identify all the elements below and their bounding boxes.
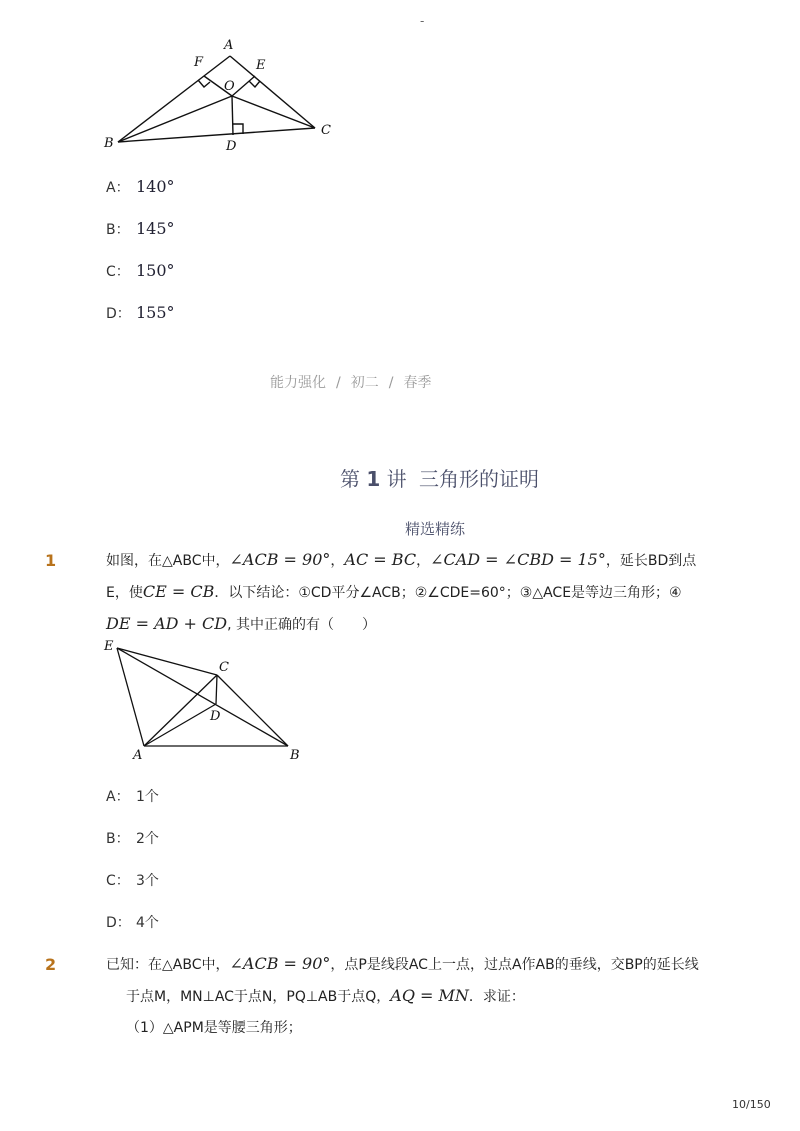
question-number-1: 1	[45, 551, 57, 570]
label-c: C	[219, 660, 229, 675]
option-b[interactable]	[106, 219, 175, 239]
q2-line-1	[106, 954, 699, 975]
q1-line-2	[106, 582, 682, 603]
edge-ba	[118, 56, 230, 142]
label-d: D	[226, 139, 237, 154]
label-a: A	[224, 38, 234, 53]
label-e: E	[104, 639, 114, 654]
breadcrumb-term[interactable]: 春季	[403, 375, 432, 391]
page-number: 10/150	[732, 1098, 771, 1111]
section-title: 精选精练	[405, 520, 466, 538]
math-angle-acb: ∠ACB = 90°	[229, 954, 331, 973]
label-a: A	[133, 748, 143, 763]
lesson-prefix: 第	[340, 467, 360, 491]
segment-cd	[216, 675, 217, 704]
label-e: E	[256, 58, 266, 73]
option-label: A：	[106, 789, 130, 805]
label-d: D	[210, 709, 221, 724]
option-value: 1个	[136, 789, 159, 805]
math-ac-bc: AC = BC	[344, 550, 417, 569]
option-label: D：	[106, 915, 131, 931]
lesson-number: 1	[366, 467, 381, 491]
quadrilateral-figure-2	[100, 638, 310, 764]
q1-line-3	[106, 614, 376, 635]
segment-oe	[232, 76, 255, 96]
math-aq-mn: AQ = MN	[390, 986, 469, 1005]
option-value: 145°	[136, 219, 175, 238]
text: 如图，在△ABC中，	[106, 553, 230, 569]
segment-od	[232, 96, 233, 135]
text: ．以下结论：①CD平分∠ACB；②∠CDE=60°；③△ACE是等边三角形；④	[214, 585, 682, 601]
text: ，	[416, 553, 431, 569]
right-angle-d	[233, 124, 243, 134]
question-number-2: 2	[45, 955, 57, 974]
option-value: 140°	[136, 177, 175, 196]
label-o: O	[224, 79, 235, 94]
segment-eb	[117, 648, 288, 746]
text: ，点P是线段AC上一点，过点A作AB的垂线，交BP的延长线	[330, 957, 699, 973]
right-angle-f	[198, 80, 210, 87]
q1-option-c[interactable]	[106, 870, 159, 890]
text: 于点M，MN⊥AC于点N，PQ⊥AB于点Q，	[126, 989, 391, 1005]
option-label: B：	[106, 222, 130, 238]
text: 已知：在△ABC中，	[106, 957, 230, 973]
label-b: B	[104, 136, 114, 151]
right-angle-e	[249, 81, 260, 87]
lesson-suffix: 讲	[386, 467, 407, 491]
option-d[interactable]	[106, 303, 175, 323]
segment-cb	[217, 675, 288, 746]
q2-line-3: （1）△APM是等腰三角形；	[126, 1020, 302, 1036]
text: E，使	[106, 585, 143, 601]
lesson-name: 三角形的证明	[419, 467, 539, 491]
triangle-figure-1	[100, 34, 340, 156]
label-f: F	[194, 55, 204, 70]
segment-ec	[117, 648, 217, 675]
breadcrumb-grade[interactable]: 初二	[350, 375, 379, 391]
math-ce-cb: CE = CB	[142, 582, 215, 601]
option-value: 155°	[136, 303, 175, 322]
breadcrumb-course[interactable]: 能力强化	[270, 375, 326, 391]
label-b: B	[290, 748, 300, 763]
option-value: 4个	[136, 915, 159, 931]
option-label: C：	[106, 264, 130, 280]
q1-line-1	[106, 550, 696, 571]
text: ．求证：	[468, 989, 525, 1005]
text: , 其中正确的有（ ）	[227, 617, 377, 633]
option-label: A：	[106, 180, 130, 196]
breadcrumb-separator: /	[336, 375, 341, 391]
q1-option-b[interactable]	[106, 828, 159, 848]
math-de-ad-cd: DE = AD + CD	[106, 614, 228, 633]
breadcrumb-separator: /	[388, 375, 394, 391]
segment-oc	[232, 96, 315, 128]
header-mark: -	[420, 14, 425, 28]
q2-line-2	[126, 986, 525, 1007]
edge-ac	[230, 56, 315, 128]
q1-option-a[interactable]	[106, 786, 159, 806]
q1-option-d[interactable]	[106, 912, 159, 932]
text: ，延长BD到点	[605, 553, 697, 569]
option-label: D：	[106, 306, 131, 322]
option-value: 150°	[136, 261, 175, 280]
breadcrumb	[270, 372, 431, 392]
option-value: 2个	[136, 831, 159, 847]
text: ，	[330, 553, 345, 569]
segment-ea	[117, 648, 144, 746]
option-c[interactable]	[106, 261, 175, 281]
option-label: B：	[106, 831, 130, 847]
lesson-title	[340, 463, 539, 492]
option-label: C：	[106, 873, 130, 889]
math-angle-cad-cbd: ∠CAD = ∠CBD = 15°	[430, 550, 606, 569]
option-a[interactable]	[106, 177, 175, 197]
option-value: 3个	[136, 873, 159, 889]
label-c: C	[321, 123, 331, 138]
math-angle-acb: ∠ACB = 90°	[229, 550, 331, 569]
